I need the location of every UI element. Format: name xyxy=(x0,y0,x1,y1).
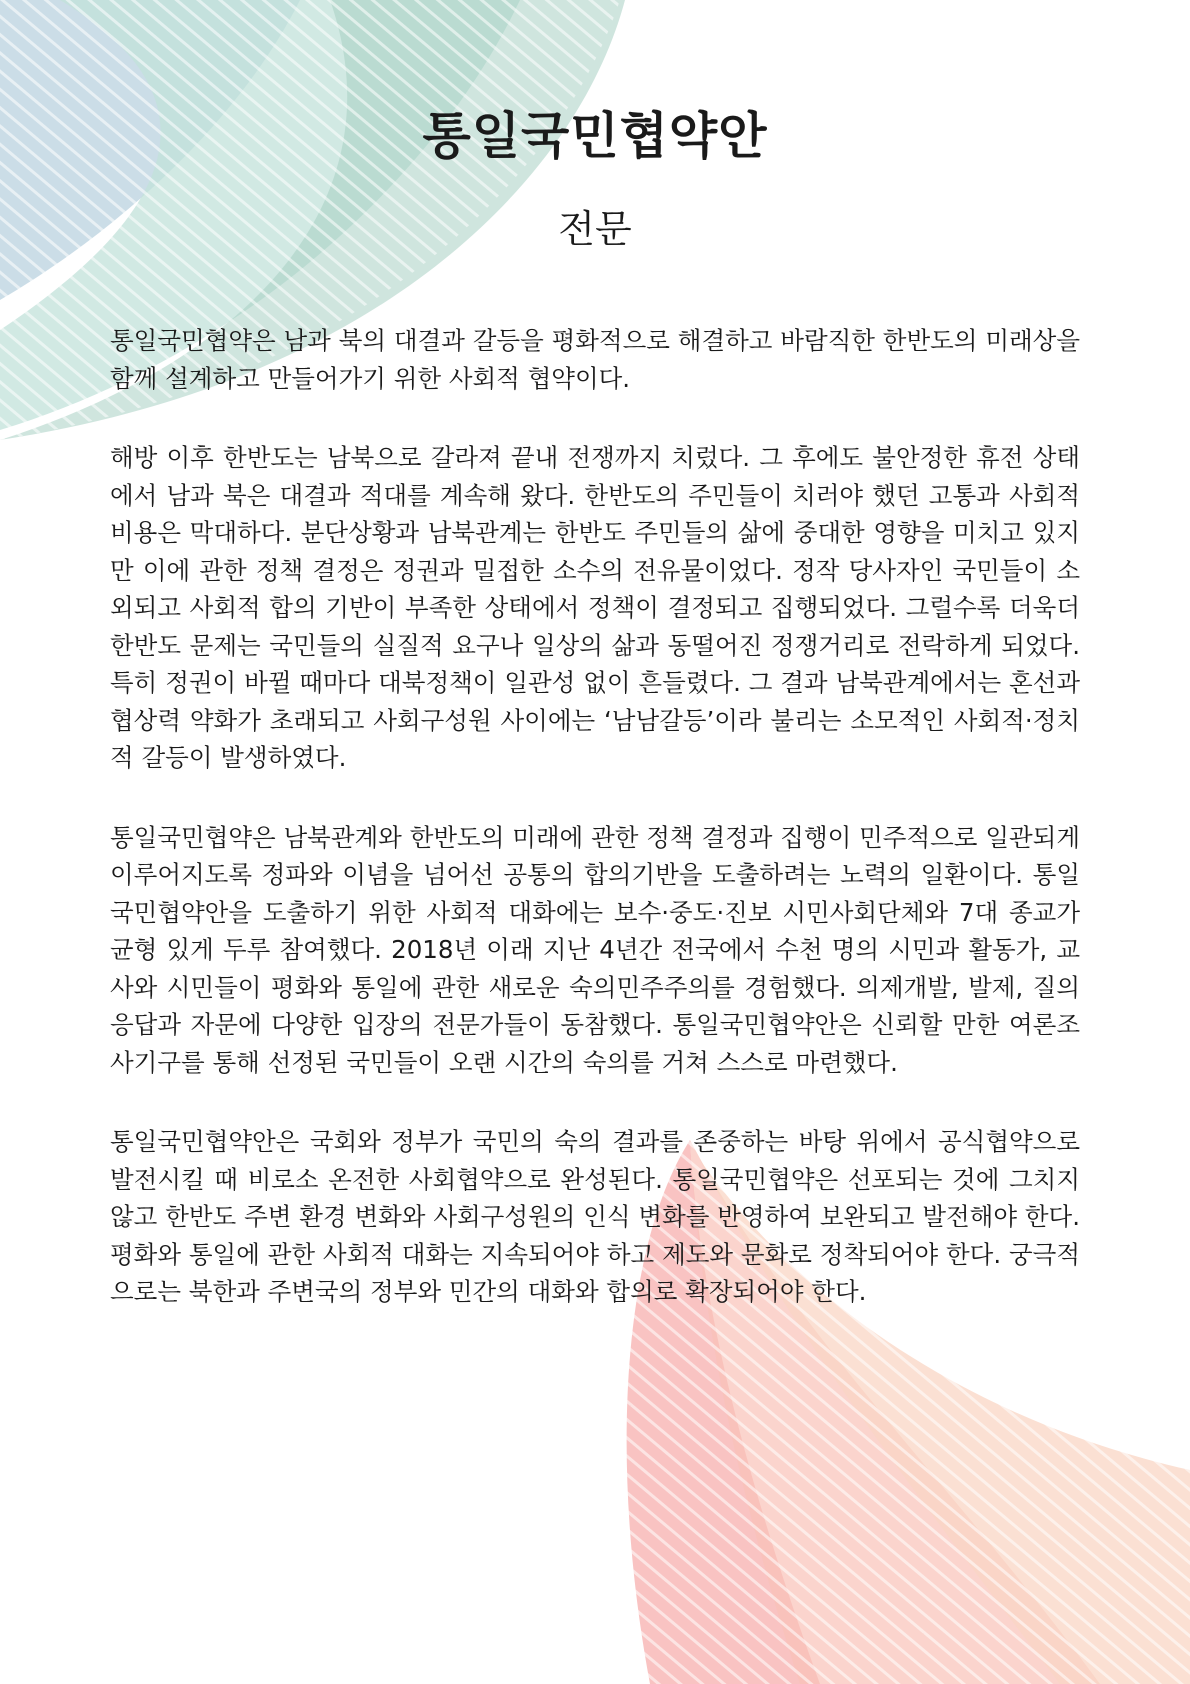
document-subtitle: 전문 xyxy=(558,207,632,251)
paragraph: 해방 이후 한반도는 남북으로 갈라져 끝내 전쟁까지 치렀다. 그 후에도 불안정한 휴전 상태에서 남과 북은 대결과 적대를 계속해 왔다. 한반도의 주민들이 치러야 했던 고통과 사회적 비용은 막대하다. 분단상황과 남북관계는 한반도 주민들의 삶에 중대한 영향을 미치고 있지만 이에 관한 정책 결정은 정권과 밀접한 소수의 전유물이었다. 정작 당사자인 국민들이 소외되고 사회적 합의 기반이 부족한 상태에서 정책이 결정되고 집행되었다. 그럴수록 더욱더 한반도 문제는 국민들의 실질적 요구나 일상의 삶과 동떨어진 정쟁거리로 전락하게 되었다. 특히 정권이 바뀔 때마다 대북정책이 일관성 없이 흔들렸다. 그 결과 남북관계에서는 혼선과 협상력 약화가 초래되고 사회구성원 사이에는 ‘남남갈등’이라 불리는 소모적인 사회적·정치적 갈등이 발생하였다. xyxy=(110,443,1080,772)
document-title: 통일국민협약안 xyxy=(422,107,768,165)
paragraph: 통일국민협약은 남과 북의 대결과 갈등을 평화적으로 해결하고 바람직한 한반도의 미래상을 함께 설계하고 만들어가기 위한 사회적 협약이다. xyxy=(110,326,1080,393)
paragraph: 통일국민협약안은 국회와 정부가 국민의 숙의 결과를 존중하는 바탕 위에서 공식협약으로 발전시킬 때 비로소 온전한 사회협약으로 완성된다. 통일국민협약은 선포되는 것에 그치지 않고 한반도 주변 환경 변화와 사회구성원의 인식 변화를 반영하여 보완되고 발전해야 한다. 평화와 통일에 관한 사회적 대화는 지속되어야 하고 제도와 문화로 정착되어야 한다. 궁극적으로는 북한과 주변국의 정부와 민간의 대화와 합의로 확장되어야 한다. xyxy=(110,1127,1080,1306)
paragraph: 통일국민협약은 남북관계와 한반도의 미래에 관한 정책 결정과 집행이 민주적으로 일관되게 이루어지도록 정파와 이념을 넘어선 공통의 합의기반을 도출하려는 노력의 일환이다. 통일국민협약안을 도출하기 위한 사회적 대화에는 보수·중도·진보 시민사회단체와 7대 종교가 균형 있게 두루 참여했다. 2018년 이래 지난 4년간 전국에서 수천 명의 시민과 활동가, 교사와 시민들이 평화와 통일에 관한 새로운 숙의민주주의를 경험했다. 의제개발, 발제, 질의응답과 자문에 다양한 입장의 전문가들이 동참했다. 통일국민협약안은 신뢰할 만한 여론조사기구를 통해 선정된 국민들이 오랜 시간의 숙의를 거쳐 스스로 마련했다. xyxy=(110,822,1080,1077)
document-body xyxy=(110,322,1080,1353)
